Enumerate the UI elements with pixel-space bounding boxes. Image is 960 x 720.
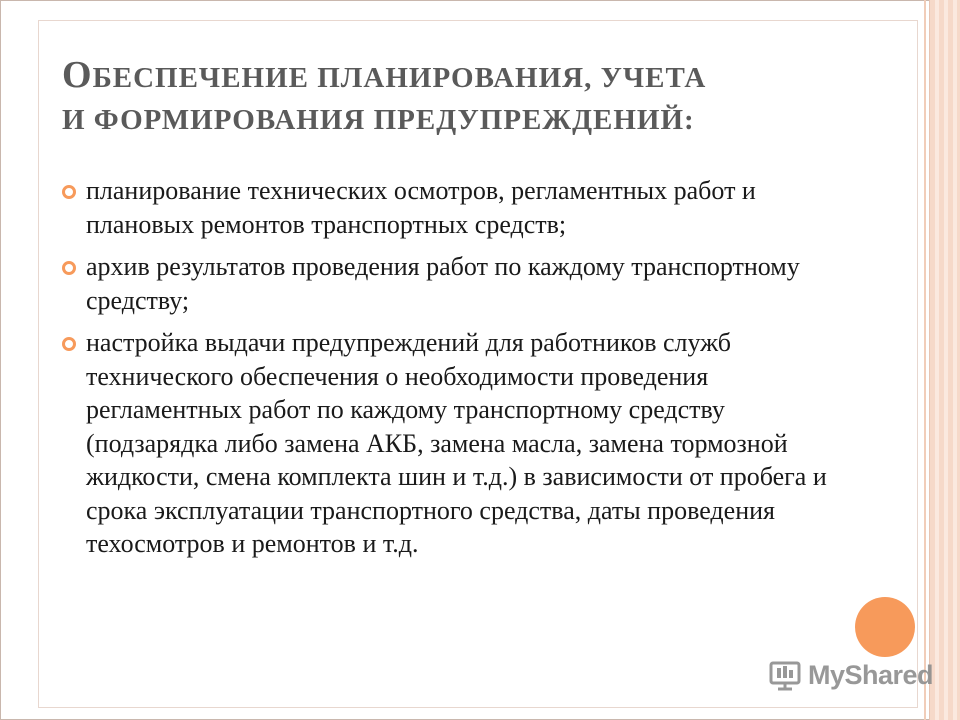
title-line-2: И ФОРМИРОВАНИЯ ПРЕДУПРЕЖДЕНИЙ: (62, 104, 695, 136)
title-line-1-text: БЕСПЕЧЕНИЕ ПЛАНИРОВАНИЯ, УЧЕТА (92, 62, 707, 94)
bullet-item-results-archive (62, 250, 862, 317)
orange-ring-bullet-icon (62, 185, 76, 199)
decorative-vertical-line (924, 0, 926, 720)
bullet-text: архив результатов проведения работ по каждому транспортному средству; (86, 252, 800, 315)
orange-ring-bullet-icon (62, 261, 76, 275)
bullet-list (62, 174, 862, 570)
slide-title (62, 54, 882, 141)
watermark-text: MyShared (808, 659, 934, 690)
orange-ring-bullet-icon (62, 337, 76, 351)
title-line-1 (62, 54, 882, 99)
decorative-orange-circle (855, 597, 915, 657)
bullet-text: настройка выдачи предупреждений для работников служб технического обеспечения о необходимости проведения регламентных работ по каждому транспортному средству (подзарядка либо замена АКБ, замена масла, замена тормозной жидкости, смена комплекта шин и т.д.) в зависимости от пробега и срока эксплуатации транспортного средства, даты проведения техосмотров и ремонтов и т.д. (86, 328, 827, 558)
bullet-text: планирование технических осмотров, регламентных работ и плановых ремонтов транспортных средств; (86, 176, 756, 239)
watermark (768, 656, 933, 694)
bullet-item-maintenance-planning (62, 174, 862, 241)
bullet-item-warning-settings (62, 326, 862, 561)
decorative-right-band (929, 0, 960, 720)
presentation-screen-icon (768, 658, 802, 692)
title-initial-letter: О (62, 54, 93, 96)
